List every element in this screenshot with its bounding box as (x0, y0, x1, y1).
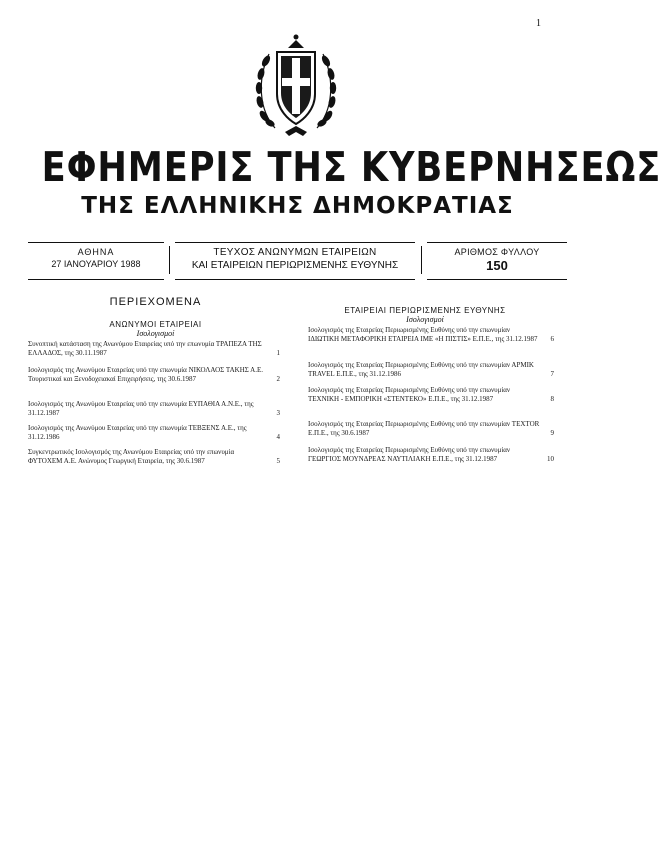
masthead-title: ΕΦΗΜΕΡΙΣ ΤΗΣ ΚΥΒΕΡΝΗΣΕΩΣ (41, 143, 661, 191)
header-date-box (28, 242, 164, 280)
section-heading: ΕΤΑΙΡΕΙΑΙ ΠΕΡΙΩΡΙΣΜΕΝΗΣ ΕΥΘΥΝΗΣ (344, 306, 506, 315)
entry-page-number: 1 (276, 348, 280, 357)
contents-entry (308, 326, 554, 343)
header-sheet-box (427, 242, 567, 280)
header-issue-line2: ΚΑΙ ΕΤΑΙΡΕΙΩΝ ΠΕΡΙΩΡΙΣΜΕΝΗΣ ΕΥΘΥΝΗΣ (191, 260, 399, 271)
masthead-subtitle: ΤΗΣ ΕΛΛΗΝΙΚΗΣ ΔΗΜΟΚΡΑΤΙΑΣ (81, 193, 514, 219)
contents-heading: ΠΕΡΙΕΧΟΜΕΝΑ (109, 296, 202, 308)
contents-entry (28, 448, 280, 465)
contents-entry (28, 424, 280, 441)
header-issue-line1: ΤΕΥΧΟΣ ΑΝΩΝΥΜΩΝ ΕΤΑΙΡΕΙΩΝ (213, 247, 377, 258)
page-number: 1 (536, 18, 541, 29)
header-issue-box (175, 242, 415, 280)
entry-page-number: 10 (547, 454, 554, 463)
header-sheet-label: ΑΡΙΘΜΟΣ ΦΥΛΛΟΥ (454, 247, 540, 257)
contents-entry (308, 420, 554, 437)
entry-text: Ισολογισμός της Εταιρείας Περιωρισμένης Ευθύνης υπό την επωνυμίαν TEXTOR Ε.Π.Ε., της 30.6.1987 (308, 420, 540, 437)
contents-entry (28, 400, 280, 417)
header-date: 27 ΙΑΝΟΥΑΡΙΟΥ 1988 (51, 259, 141, 269)
greek-coat-of-arms-emblem (255, 28, 337, 140)
entry-page-number: 2 (276, 374, 280, 383)
entry-page-number: 3 (276, 408, 280, 417)
entry-text: Ισολογισμός της Εταιρείας Περιωρισμένης Ευθύνης υπό την επωνυμίαν ΑΡΜΙΚ TRAVEL Ε.Π.Ε., της 31.12.1986 (308, 361, 534, 378)
entry-page-number: 9 (550, 428, 554, 437)
entry-text: Συγκεντρωτικός Ισολογισμός της Ανωνύμου Εταιρείας υπό την επωνυμία ΦΥΤΟΧΕΜ Α.Ε. Ανώνυμος Γεωργική Εταιρεία, της 30.6.1987 (28, 448, 235, 465)
entry-text: Ισολογισμός της Ανωνύμου Εταιρείας υπό την επωνυμία ΝΙΚΟΛΑΟΣ ΤΑΚΗΣ Α.Ε. Τουριστικαί και Ξενοδοχειακαί Επιχειρήσεις, της 30.6.1987 (28, 366, 264, 383)
entry-page-number: 6 (550, 334, 554, 343)
header-city: ΑΘΗΝΑ (77, 247, 115, 257)
entry-text: Ισολογισμός της Εταιρείας Περιωρισμένης Ευθύνης υπό την επωνυμίαν ΙΔΙΩΤΙΚΗ ΜΕΤΑΦΟΡΙΚΗ ΕΤΑΙΡΕΙΑ ΙΜΕ «Η ΠΙΣΤΙΣ» Ε.Π.Ε., της 31.12.1987 (308, 326, 538, 343)
contents-entry (308, 361, 554, 378)
contents-entry (28, 366, 280, 383)
entry-text: Συνοπτική κατάσταση της Ανωνύμου Εταιρείας υπό την επωνυμία ΤΡΑΠΕΖΑ ΤΗΣ ΕΛΛΑΔΟΣ, της 30.11.1987 (28, 340, 262, 357)
header-sheet-number: 150 (486, 258, 508, 273)
entry-page-number: 8 (550, 394, 554, 403)
entry-page-number: 5 (276, 456, 280, 465)
entry-page-number: 7 (550, 369, 554, 378)
entry-text: Ισολογισμός της Ανωνύμου Εταιρείας υπό την επωνυμία ΕΥΠΑΘΙΑ Α.Ν.Ε., της 31.12.1987 (28, 400, 254, 417)
entry-text: Ισολογισμός της Εταιρείας Περιωρισμένης Ευθύνης υπό την επωνυμίαν ΤΕΧΝΙΚΗ - ΕΜΠΟΡΙΚΗ «ΣΤΕΝΤΕΚΟ» Ε.Π.Ε., της 31.12.1987 (308, 386, 511, 403)
contents-entry (308, 386, 554, 403)
section-subheading: Ισολογισμοί (406, 315, 444, 324)
section-subheading: Ισολογισμοί (136, 329, 175, 338)
entry-text: Ισολογισμός της Ανωνύμου Εταιρείας υπό την επωνυμία ΤΕΒΞΕΝΣ Α.Ε., της 31.12.1986 (28, 424, 247, 441)
entry-page-number: 4 (276, 432, 280, 441)
contents-entry (308, 446, 554, 463)
section-heading: ΑΝΩΝΥΜΟΙ ΕΤΑΙΡΕΙΑΙ (109, 320, 202, 329)
contents-entry (28, 340, 280, 357)
header-divider (421, 246, 422, 274)
header-divider (169, 246, 170, 274)
entry-text: Ισολογισμός της Εταιρείας Περιωρισμένης Ευθύνης υπό την επωνυμίαν ΓΕΩΡΓΙΟΣ ΜΟΥΝΔΡΕΑΣ ΝΑΥΤΙΛΙΑΚΗ Ε.Π.Ε., της 31.12.1987 (308, 446, 511, 463)
